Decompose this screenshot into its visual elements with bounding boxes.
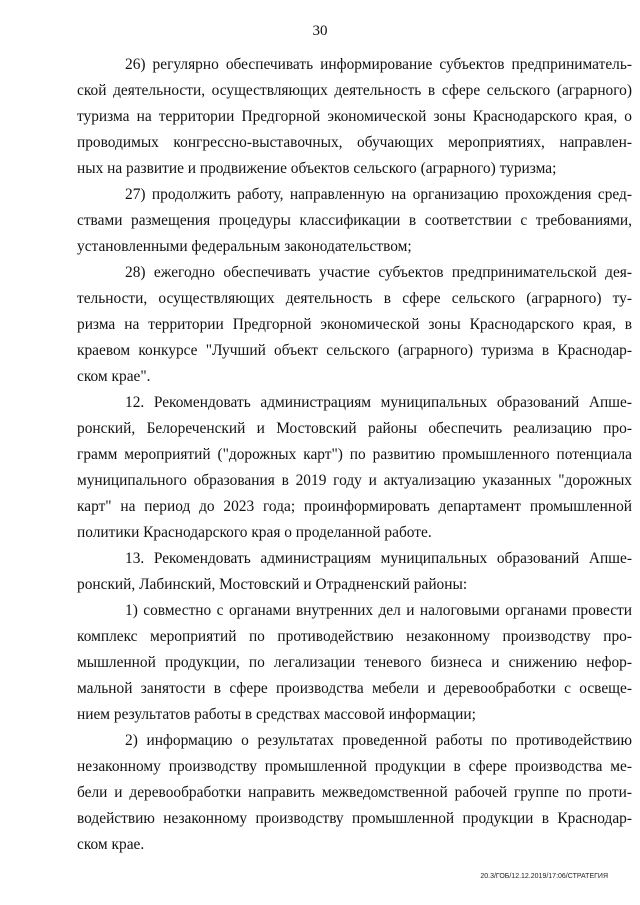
footer-document-code: 20.3/ГОБ/12.12.2019/17:06/СТРАТЕГИЯ (480, 873, 608, 880)
text-line: ском крае. (77, 836, 145, 853)
text-line: ствами размещения процедуры классификации в соответствии с требованиями, (77, 212, 632, 229)
text-line: мальной занятости в сфере производства мебели и деревообработки с освеще- (77, 680, 632, 697)
text-line: нием результатов работы в средствах массовой информации; (77, 706, 476, 723)
text-line: 26) регулярно обеспечивать информирование субъектов предприниматель- (125, 56, 632, 73)
text-line: карт" на период до 2023 года; проинформировать департамент промышленной (77, 498, 632, 515)
text-line: ронский, Белореченский и Мостовский районы обеспечить реализацию про- (77, 420, 632, 437)
text-line: краевом конкурсе "Лучший объект сельского (аграрного) туризма в Краснодар- (77, 342, 632, 359)
text-line: 1) совместно с органами внутренних дел и налоговыми органами провести (125, 602, 632, 619)
text-line: муниципального образования в 2019 году и актуализацию указанных "дорожных (77, 472, 632, 489)
text-line: установленными федеральным законодательством; (77, 238, 412, 255)
text-line: ском крае". (77, 368, 151, 385)
text-line: 13. Рекомендовать администрациям муниципальных образований Апше- (125, 550, 632, 567)
text-line: комплекс мероприятий по противодействию незаконному производству про- (77, 628, 632, 645)
text-line: незаконному производству промышленной продукции в сфере производства ме- (77, 758, 632, 775)
text-line: водействию незаконному производству промышленной продукции в Краснодар- (77, 810, 632, 827)
text-line: ризма на территории Предгорной экономической зоны Краснодарского края, в (77, 316, 632, 333)
page-number: 30 (312, 23, 328, 39)
text-line: грамм мероприятий ("дорожных карт") по развитию промышленного потенциала (77, 446, 632, 463)
text-line: мышленной продукции, по легализации теневого бизнеса и снижению нефор- (77, 654, 632, 671)
text-line: 27) продолжить работу, направленную на организацию прохождения сред- (125, 186, 632, 203)
text-line: политики Краснодарского края о проделанной работе. (77, 524, 432, 541)
text-line: бели и деревообработки направить межведомственной рабочей группе по проти- (77, 784, 632, 801)
text-line: тельности, осуществляющих деятельность в сфере сельского (аграрного) ту- (77, 290, 632, 307)
text-line: проводимых конгрессно-выставочных, обучающих мероприятиях, направлен- (77, 134, 632, 151)
text-line: 28) ежегодно обеспечивать участие субъектов предпринимательской дея- (125, 264, 632, 281)
text-line: ской деятельности, осуществляющих деятельность в сфере сельского (аграрного) (77, 82, 632, 99)
text-line: ных на развитие и продвижение объектов сельского (аграрного) туризма; (77, 160, 557, 177)
text-line: ронский, Лабинский, Мостовский и Отрадненский районы: (77, 576, 468, 593)
text-line: туризма на территории Предгорной экономической зоны Краснодарского края, о (77, 108, 632, 125)
text-line: 2) информацию о результатах проведенной работы по противодействию (125, 732, 632, 749)
text-line: 12. Рекомендовать администрациям муниципальных образований Апше- (125, 394, 632, 411)
